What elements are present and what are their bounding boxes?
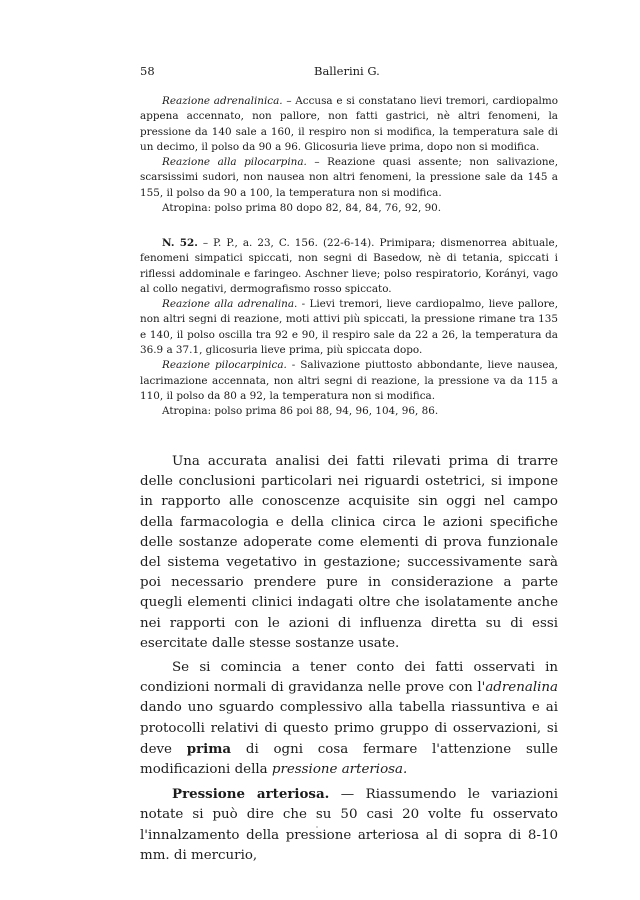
pilocarpine-reaction-text: - Salivazione piuttosto abbondante, lieve nausea, lacrimazione accennata, non altri segni di reazione, la pressione va da 115 a 110, il polso da 80 a 92, la temperatura non si modifica. xyxy=(140,359,558,402)
paragraph-text: di ogni cosa fermare l'attenzione sulle modificazioni della xyxy=(140,741,558,778)
case-52-intro: – P. P., a. 23, C. 156. (22-6-14). Primipara; dismenorrea abituale, fenomeni simpatici spiccati, non segni di Basedow, nè di tetania, spiccati i riflessi addominale e faringeo. Aschner lieve; polso respiratorio, Korányi, vago al collo negativi, dermografismo rosso spiccato. xyxy=(140,237,558,295)
paragraph-text: dando uno sguardo complessivo alla tabella riassuntiva e ai protocolli relativi di questo primo gruppo di osservazioni, si deve xyxy=(140,700,558,757)
running-title-author: Ballerini G. xyxy=(314,64,380,78)
blood-pressure-paragraph xyxy=(140,784,558,866)
pilocarpine-reaction-label: Reazione alla pilocarpina. xyxy=(162,156,307,169)
running-header xyxy=(140,64,558,82)
paragraph-text: — Riassumendo le variazioni notate si può dire che su 50 casi 20 volte fu osservato l'innalzamento della pressione arteriosa al di sopra di 8-10 mm. di mercurio, xyxy=(140,787,559,863)
case-52-protocol xyxy=(140,236,558,420)
adrenaline-reaction-paragraph xyxy=(140,297,558,358)
analysis-paragraph: Una accurata analisi dei fatti rilevati prima di trarre delle conclusioni particolari nei riguardi ostetrici, si impone in rapporto alle conoscenze acquisite sin oggi nel campo della farmacologia e della clinica circa le azioni specifiche delle sostanze adoperate come elementi di prova funzionale del sistema vegetativo in gestazione; successivamente sarà poi necessario prendere pure in considerazione a parte quegli elementi clinici indagati oltre che isolatamente anche nei rapporti con le azioni di influenza diretta su di essi esercitate dalle stesse sostanze usate. xyxy=(140,454,558,651)
section-heading-pressione-arteriosa: Pressione arteriosa. xyxy=(172,786,330,803)
paragraph-text: Se si comincia a tener conto dei fatti osservati in condizioni normali di gravidanza nelle prove con l' xyxy=(140,660,558,696)
pilocarpine-reaction-paragraph xyxy=(140,358,558,404)
adrenaline-overview-paragraph xyxy=(140,658,558,780)
adrenaline-reaction-label: Reazione adrenalinica. xyxy=(162,95,283,107)
main-body-text xyxy=(140,452,558,866)
emphasis-pressione-arteriosa: pressione arteriosa. xyxy=(271,762,408,778)
emphasis-adrenalina: adrenalina xyxy=(485,680,558,696)
pilocarpine-reaction-text: – Reazione quasi assente; non salivazione, scarsissimi sudori, non nausea non altri fenomeni, la pressione sale da 145 a 155, il polso da 90 a 100, la temperatura non si modifica. xyxy=(140,156,559,199)
atropine-line: Atropina: polso prima 80 dopo 82, 84, 84, 76, 92, 90. xyxy=(162,202,442,215)
pilocarpine-reaction-label: Reazione pilocarpinica. xyxy=(162,359,287,372)
adrenaline-reaction-paragraph xyxy=(140,94,558,155)
adrenaline-reaction-label: Reazione alla adrenalina. xyxy=(162,298,298,311)
adrenaline-reaction-text: - Lievi tremori, lieve cardiopalmo, lieve pallore, non altri segni di reazione, moti attivi più spiccati, la pressione rimane tra 135 e 140, il polso oscilla tra 92 e 90, il respiro sale da 22 a 26, la temperatura da 36.9 a 37.1, glicosuria lieve prima, più spiccata dopo. xyxy=(140,298,559,357)
paper-speck xyxy=(316,826,318,828)
adrenaline-reaction-text: – Accusa e si constatano lievi tremori, cardiopalmo appena accennato, non pallore, non fatti gastrici, nè altri fenomeni, la pressione da 140 sale a 160, il respiro non si modifica, la temperatura sale di un decimo, il polso da 90 a 96. Glicosuria lieve prima, dopo non si modifica. xyxy=(140,95,558,153)
atropine-line: Atropina: polso prima 86 poi 88, 94, 96, 104, 96, 86. xyxy=(162,405,439,418)
page-number: 58 xyxy=(140,64,155,78)
case-52-intro-paragraph xyxy=(140,236,558,297)
case-number: N. 52. xyxy=(162,237,198,249)
emphasis-prima: prima xyxy=(186,740,232,757)
pilocarpine-reaction-paragraph xyxy=(140,155,558,201)
case-previous-protocol xyxy=(140,94,558,216)
